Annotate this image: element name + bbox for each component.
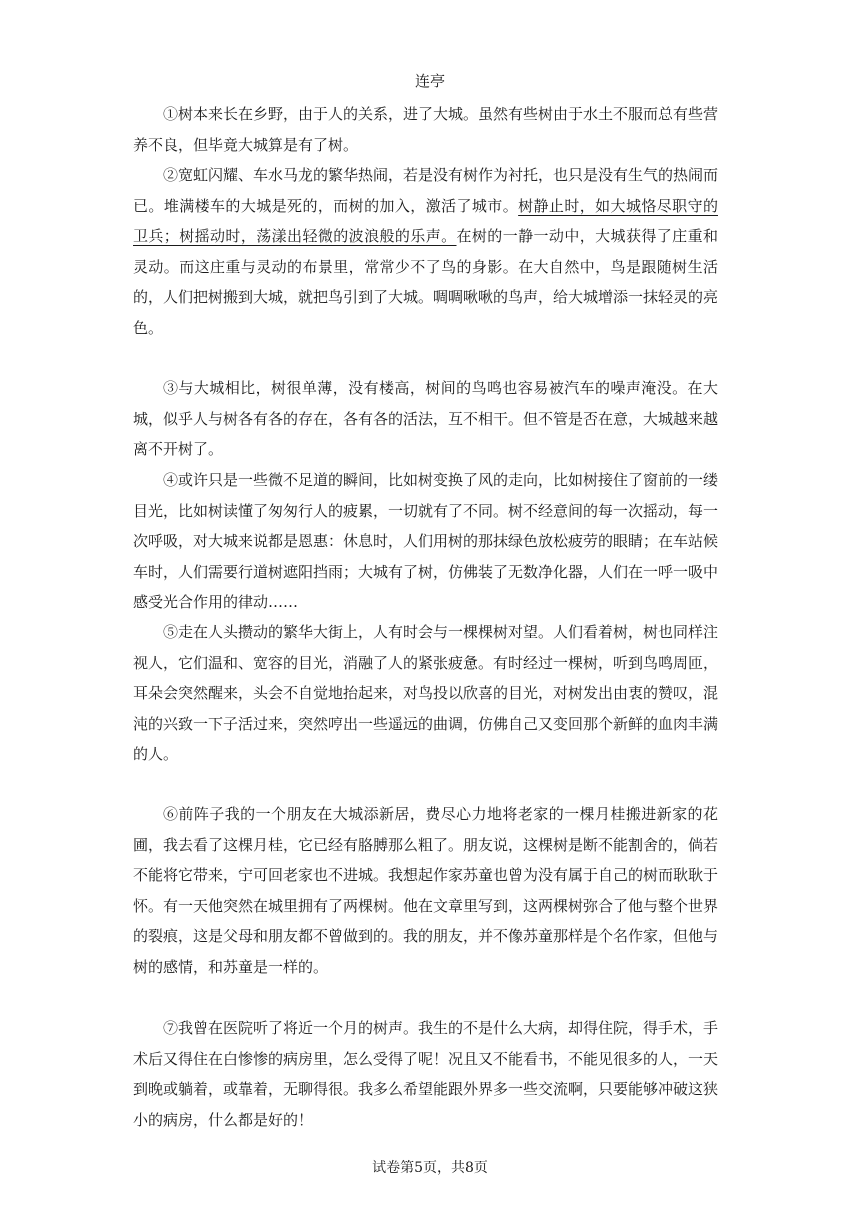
paragraph-2-before: ②宽虹闪耀、车水马龙的繁华热闹，若是没有树作为衬托，也只是没有生气的热闹而已。堆满楼车的大城是死的，而树的加入，激活了城市。 (133, 166, 719, 215)
paragraph-7: ⑦我曾在医院听了将近一个月的树声。我生的不是什么大病，却得住院，得手术，手术后又得住在白惨惨的病房里，怎么受得了呢！况且又不能看书，不能见很多的人，一天到晚或躺着，或靠着，无聊得很。我多么希望能跟外界多一些交流啊，只要能够冲破这狭小的病房，什么都是好的！ (133, 1019, 719, 1129)
author-name: 连亭 (414, 72, 445, 90)
paragraph-6: ⑥前阵子我的一个朋友在大城添新居，费尽心力地将老家的一棵月桂搬进新家的花圃，我去看了这棵月桂，它已经有胳膊那么粗了。朋友说，这棵树是断不能割舍的，倘若不能将它带来，宁可回老家也不进城。我想起作家苏童也曾为没有属于自己的树而耿耿于怀。有一天他突然在城里拥有了两棵树。他在文章里写到，这两棵树弥合了他与整个世界的裂痕，这是父母和朋友都不曾做到的。我的朋友，并不像苏童那样是个名作家，但他与树的感情，和苏童是一样的。 (133, 805, 719, 976)
paragraph-2-after: 在树的一静一动中，大城获得了庄重和灵动。而这庄重与灵动的布景里，常常少不了鸟的身影。在大自然中，鸟是跟随树生活的，人们把树搬到大城，就把鸟引到了大城。啁啁啾啾的鸟声，给大城增添一抹轻灵的亮色。 (133, 227, 719, 337)
page-footer: 试卷第5页，共8页 (372, 1160, 488, 1176)
underlined-sentence: 树静止时，如大城恪尽职守的卫兵；树摇动时，荡漾出轻微的波浪般的乐声。 (133, 196, 718, 245)
paragraph-2 (133, 160, 718, 343)
paragraph-4: ④或许只是一些微不足道的瞬间，比如树变换了风的走向，比如树接住了窗前的一缕目光，比如树读懂了匆匆行人的疲累，一切就有了不同。树不经意间的每一次摇动，每一次呼吸，对大城来说都是恩惠：休息时，人们用树的那抹绿色放松疲劳的眼睛；在车站候车时，人们需要行道树遮阳挡雨；大城有了树，仿佛装了无数净化器，人们在一呼一吸中感受光合作用的律动…… (133, 471, 719, 611)
paragraph-5: ⑤走在人头攒动的繁华大街上，人有时会与一棵棵树对望。人们看着树，树也同样注视人，它们温和、宽容的目光，消融了人的紧张疲惫。有时经过一棵树，听到鸟鸣周匝，耳朵会突然醒来，头会不自觉地抬起来，对鸟投以欣喜的目光，对树发出由衷的赞叹，混沌的兴致一下子活过来，突然哼出一些遥远的曲调，仿佛自己又变回那个新鲜的血肉丰满的人。 (133, 623, 719, 763)
paragraph-1: ①树本来长在乡野，由于人的关系，进了大城。虽然有些树由于水土不服而总有些营养不良，但毕竟大城算是有了树。 (133, 105, 719, 154)
paragraph-3: ③与大城相比，树很单薄，没有楼高，树间的鸟鸣也容易被汽车的噪声淹没。在大城，似乎人与树各有各的存在，各有各的活法，互不相干。但不管是否在意，大城越来越离不开树了。 (133, 379, 719, 458)
